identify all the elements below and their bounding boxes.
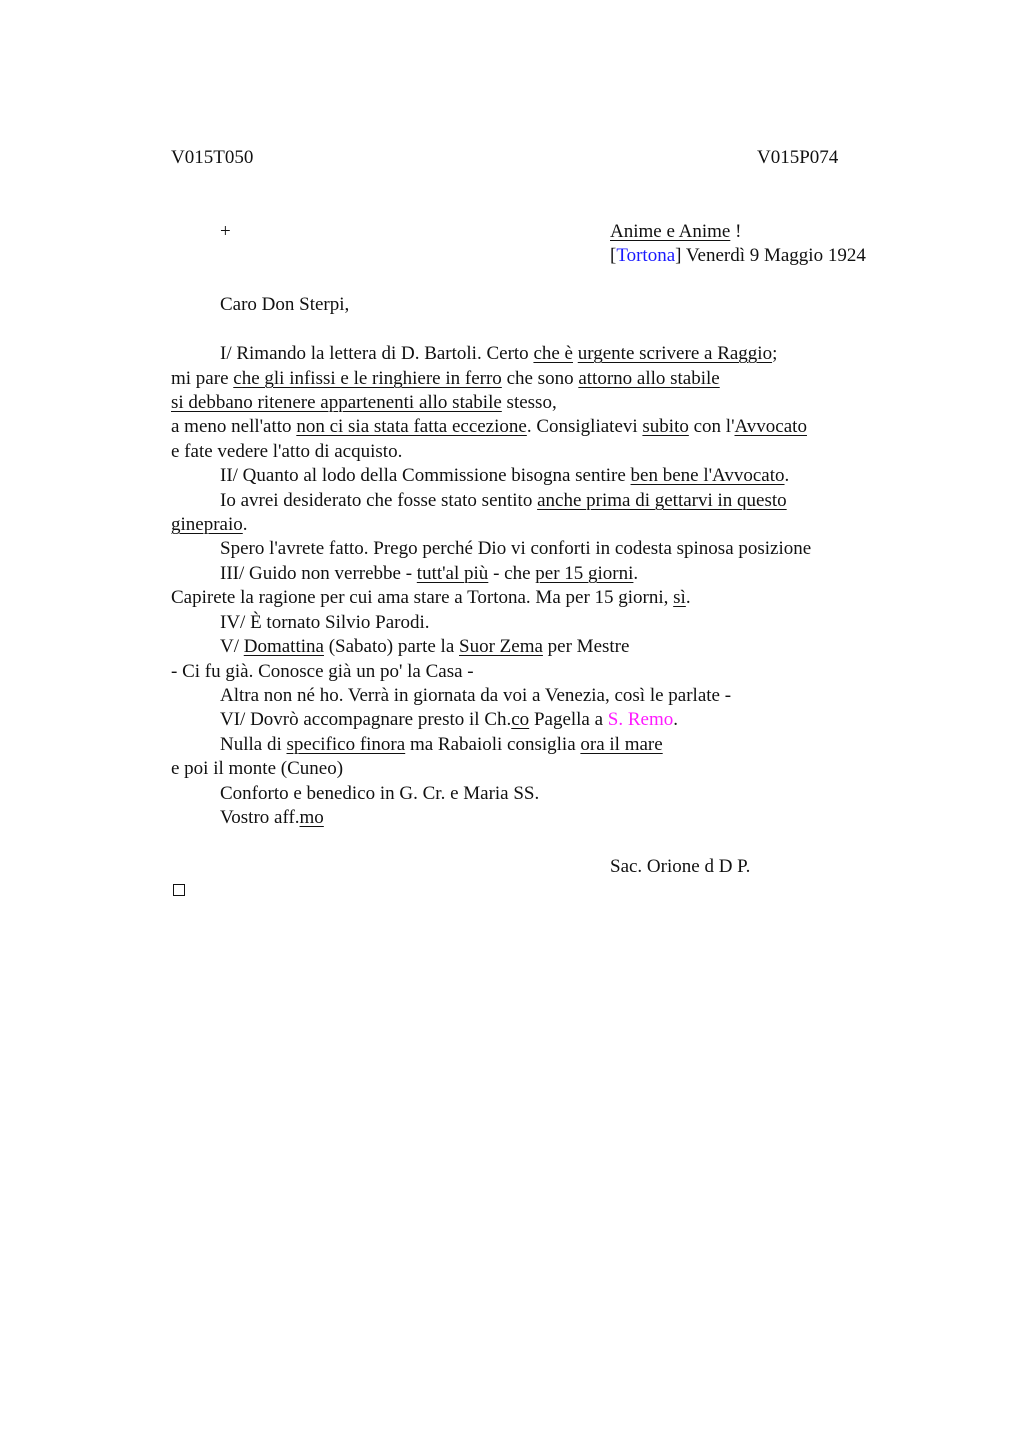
- text-run: .: [242, 514, 248, 535]
- body-line-11: [171, 586, 691, 610]
- text-run: con l': [688, 416, 735, 437]
- underlined-run: ginepraio: [171, 514, 243, 535]
- underlined-run: urgente scrivere a Raggio: [577, 343, 773, 364]
- underlined-run: subito: [642, 416, 689, 437]
- body-line-17: [220, 733, 663, 757]
- text-run: III/ Guido non verrebbe -: [220, 563, 417, 584]
- underlined-run: che gli infissi e le ringhiere in ferro: [233, 368, 502, 389]
- body-line-12: IV/ È tornato Silvio Parodi.: [220, 612, 430, 633]
- text-run: (Sabato) parte la: [323, 636, 460, 657]
- body-line-3: [171, 391, 557, 415]
- text-run: per Mestre: [542, 636, 630, 657]
- dateline-place: Tortona: [616, 245, 676, 266]
- body-line-9: Spero l'avrete fatto. Prego perché Dio vi conforti in codesta spinosa posizione: [220, 538, 812, 559]
- underlined-run: specifico finora: [286, 734, 406, 755]
- cross-mark: +: [220, 221, 231, 242]
- text-run: Nulla di: [220, 734, 287, 755]
- dateline-date: Venerdì 9 Maggio 1924: [681, 245, 866, 266]
- underlined-run: si debbano ritenere appartenenti allo stabile: [171, 392, 502, 413]
- text-run: Vostro aff.: [220, 807, 300, 828]
- text-run: ma Rabaioli consiglia: [405, 734, 581, 755]
- body-line-6: [220, 464, 789, 488]
- text-run: I/ Rimando la lettera di D. Bartoli. Certo: [220, 343, 534, 364]
- body-line-13: [220, 635, 629, 659]
- underlined-run: Suor Zema: [459, 636, 543, 657]
- text-run: .: [685, 587, 691, 608]
- body-line-18: e poi il monte (Cuneo): [171, 758, 344, 779]
- underlined-run: sì: [673, 587, 686, 608]
- text-run: . Consigliatevi: [526, 416, 643, 437]
- body-line-5: e fate vedere l'atto di acquisto.: [171, 441, 403, 462]
- body-line-14: - Ci fu già. Conosce già un po' la Casa -: [171, 661, 474, 682]
- dateline-close-bracket: ]: [675, 245, 682, 266]
- underlined-run: tutt'al più: [416, 563, 489, 584]
- underlined-run: mo: [299, 807, 324, 828]
- body-line-2: [171, 367, 720, 391]
- body-line-1: [220, 342, 777, 366]
- text-run: che sono: [501, 368, 579, 389]
- text-run: mi pare: [171, 368, 234, 389]
- text-run: Capirete la ragione per cui ama stare a Tortona. Ma per 15 giorni,: [171, 587, 674, 608]
- text-run: II/ Quanto al lodo della Commissione bisogna sentire: [220, 465, 631, 486]
- underlined-run: ora il mare: [580, 734, 663, 755]
- document-code-left: V015T050: [171, 147, 254, 168]
- salutation: Caro Don Sterpi,: [220, 294, 350, 315]
- body-line-10: [220, 562, 638, 586]
- text-run: Io avrei desiderato che fosse stato sentito: [220, 490, 538, 511]
- text-run: stesso,: [501, 392, 557, 413]
- underlined-run: per 15 giorni: [535, 563, 634, 584]
- underlined-run: che è: [533, 343, 573, 364]
- body-line-8: [171, 513, 248, 537]
- motto-text: Anime e Anime: [610, 221, 731, 242]
- underlined-run: attorno allo stabile: [578, 368, 720, 389]
- body-line-19: Conforto e benedico in G. Cr. e Maria SS.: [220, 783, 540, 804]
- motto-tail: !: [730, 221, 742, 242]
- text-run: a meno nell'atto: [171, 416, 297, 437]
- text-run: Pagella a: [529, 709, 608, 730]
- underlined-run: ben bene l'Avvocato: [630, 465, 785, 486]
- text-run: .: [673, 709, 678, 730]
- underlined-run: Domattina: [243, 636, 324, 657]
- underlined-run: non ci sia stata fatta eccezione: [296, 416, 527, 437]
- motto: [610, 220, 741, 244]
- text-run: ;: [772, 343, 778, 364]
- body-line-7: [220, 489, 787, 513]
- document-code-right: V015P074: [757, 147, 839, 168]
- place-name: S. Remo: [607, 709, 674, 730]
- underlined-run: co: [511, 709, 530, 730]
- body-line-15: Altra non né ho. Verrà in giornata da voi a Venezia, così le parlate -: [220, 685, 732, 706]
- dateline: [610, 244, 866, 268]
- text-run: VI/ Dovrò accompagnare presto il Ch.: [220, 709, 512, 730]
- underlined-run: Avvocato: [734, 416, 807, 437]
- body-line-20: [220, 806, 324, 830]
- text-run: .: [633, 563, 639, 584]
- text-run: V/: [220, 636, 244, 657]
- text-run: .: [784, 465, 790, 486]
- dateline-open-bracket: [: [610, 245, 617, 266]
- end-of-document-box: [173, 884, 185, 896]
- body-line-16: [220, 708, 678, 732]
- signature: Sac. Orione d D P.: [610, 856, 751, 877]
- underlined-run: anche prima di gettarvi in questo: [537, 490, 787, 511]
- text-run: - che: [488, 563, 536, 584]
- body-line-4: [171, 415, 807, 439]
